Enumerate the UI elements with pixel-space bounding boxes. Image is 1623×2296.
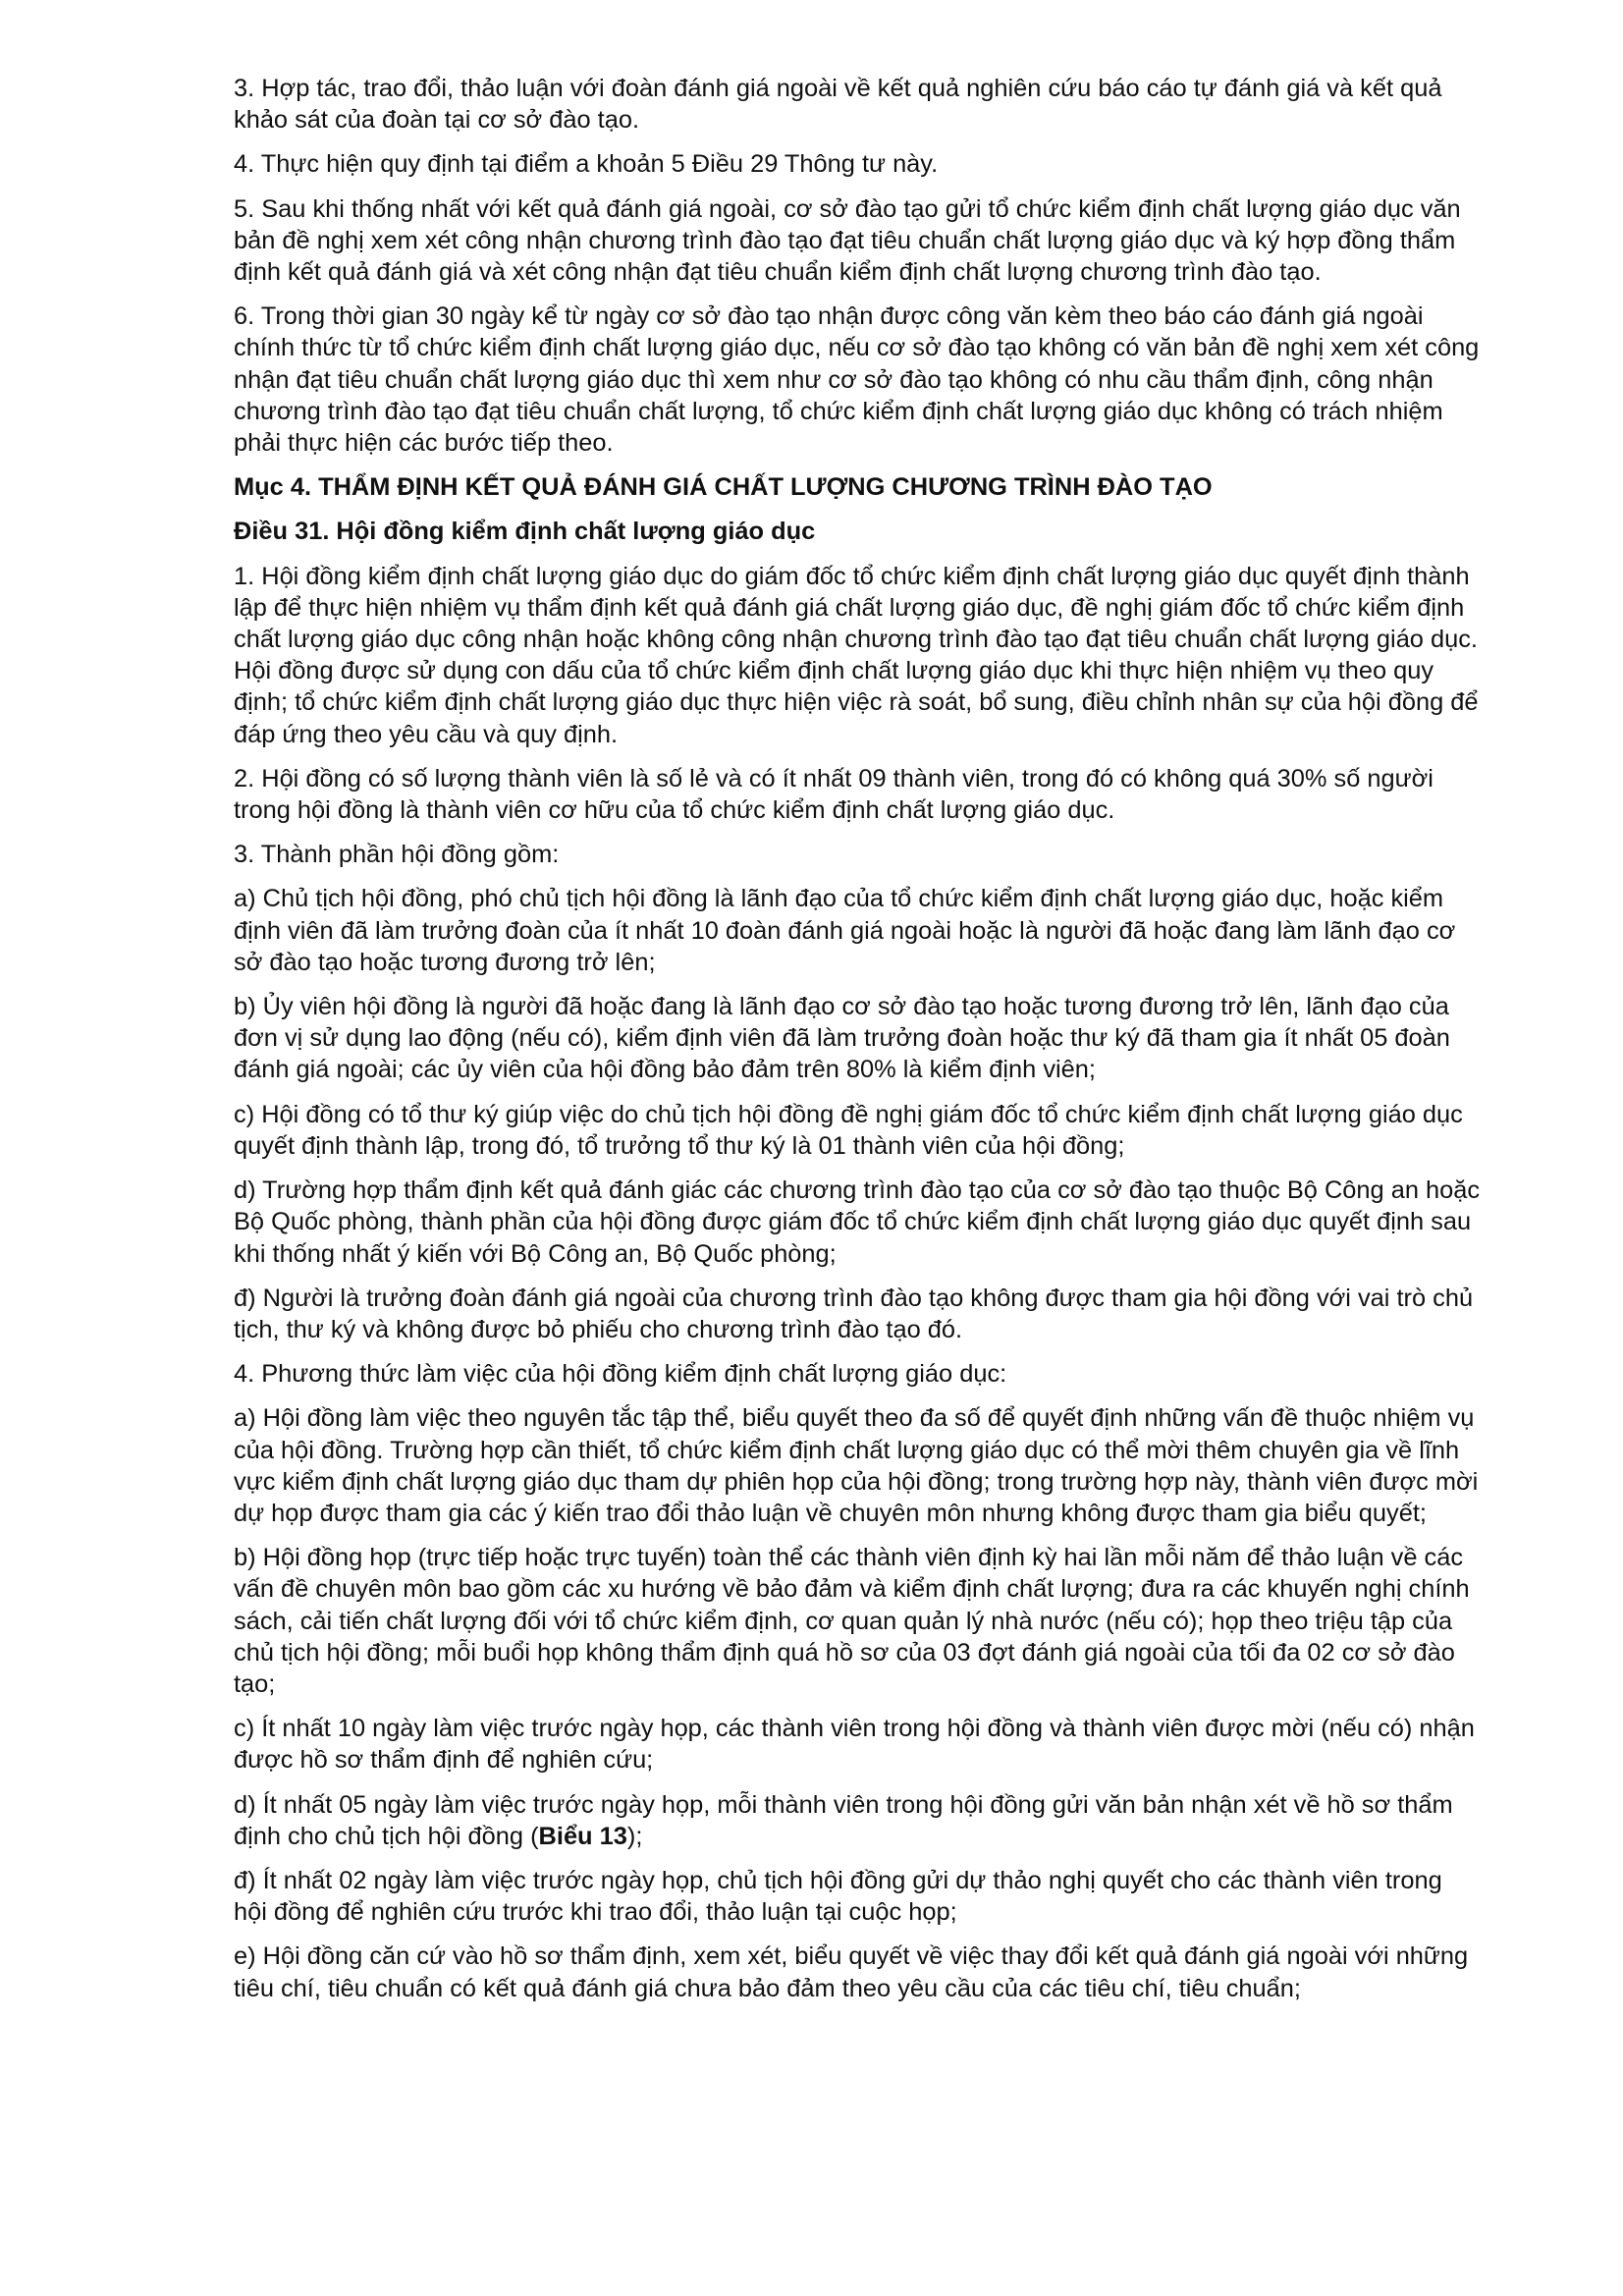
- clause-4-point-d-text: d) Ít nhất 05 ngày làm việc trước ngày họp, mỗi thành viên trong hội đồng gửi văn bản nhận xét về hồ sơ thẩm định cho chủ tịch hội đồng (: [234, 1790, 1453, 1850]
- clause-4-point-a: a) Hội đồng làm việc theo nguyên tắc tập thể, biểu quyết theo đa số để quyết định những vấn đề thuộc nhiệm vụ của hội đồng. Trường hợp cần thiết, tổ chức kiểm định chất lượng giáo dục có thể mời thêm chuyên gia về lĩnh vực kiểm định chất lượng giáo dục tham dự phiên họp của hội đồng; trong trường hợp này, thành viên được mời dự họp được tham gia các ý kiến trao đổi thảo luận về chuyên môn nhưng không được tham gia biểu quyết;: [234, 1404, 1479, 1527]
- clause-1: 1. Hội đồng kiểm định chất lượng giáo dục do giám đốc tổ chức kiểm định chất lượng giáo dục quyết định thành lập để thực hiện nhiệm vụ thẩm định kết quả đánh giá chất lượng giáo dục, đề nghị giám đốc tổ chức kiểm định chất lượng giáo dục công nhận hoặc không công nhận chương trình đào tạo đạt tiêu chuẩn chất lượng giáo dục. Hội đồng được sử dụng con dấu của tổ chức kiểm định chất lượng giáo dục khi thực hiện nhiệm vụ theo quy định; tổ chức kiểm định chất lượng giáo dục thực hiện việc rà soát, bổ sung, điều chỉnh nhân sự của hội đồng để đáp ứng theo yêu cầu và quy định.: [234, 562, 1479, 748]
- clause-3-point-d: d) Trường hợp thẩm định kết quả đánh giác các chương trình đào tạo của cơ sở đào tạo thuộc Bộ Công an hoặc Bộ Quốc phòng, thành phần của hội đồng được giám đốc tổ chức kiểm định chất lượng giáo dục quyết định sau khi thống nhất ý kiến với Bộ Công an, Bộ Quốc phòng;: [234, 1176, 1481, 1268]
- clause-4-point-e: e) Hội đồng căn cứ vào hồ sơ thẩm định, xem xét, biểu quyết về việc thay đổi kết quả đánh giá ngoài với những tiêu chí, tiêu chuẩn có kết quả đánh giá chưa bảo đảm theo yêu cầu của các tiêu chí, tiêu chuẩn;: [234, 1942, 1469, 2002]
- clause-3-point-c: c) Hội đồng có tổ thư ký giúp việc do chủ tịch hội đồng đề nghị giám đốc tổ chức kiểm định chất lượng giáo dục quyết định thành lập, trong đó, tổ trưởng tổ thư ký là 01 thành viên của hội đồng;: [234, 1100, 1463, 1160]
- section-heading: Mục 4. THẨM ĐỊNH KẾT QUẢ ĐÁNH GIÁ CHẤT LƯỢNG CHƯƠNG TRÌNH ĐÀO TẠO: [234, 473, 1213, 502]
- paragraph-item-6: 6. Trong thời gian 30 ngày kể từ ngày cơ sở đào tạo nhận được công văn kèm theo báo cáo đánh giá ngoài chính thức từ tổ chức kiểm định chất lượng giáo dục, nếu cơ sở đào tạo không có văn bản đề nghị xem xét công nhận đạt tiêu chuẩn chất lượng giáo dục thì xem như cơ sở đào tạo không có nhu cầu thẩm định, công nhận chương trình đào tạo đạt tiêu chuẩn chất lượng, tổ chức kiểm định chất lượng giáo dục không có trách nhiệm phải thực hiện các bước tiếp theo.: [234, 302, 1480, 458]
- clause-4: 4. Phương thức làm việc của hội đồng kiểm định chất lượng giáo dục:: [234, 1360, 1007, 1389]
- clause-3-point-dd: đ) Người là trưởng đoàn đánh giá ngoài của chương trình đào tạo không được tham gia hội đồng với vai trò chủ tịch, thư ký và không được bỏ phiếu cho chương trình đào tạo đó.: [234, 1284, 1474, 1343]
- clause-2: 2. Hội đồng có số lượng thành viên là số lẻ và có ít nhất 09 thành viên, trong đó có không quá 30% số người trong hội đồng là thành viên cơ hữu của tổ chức kiểm định chất lượng giáo dục.: [234, 764, 1434, 825]
- clause-3: 3. Thành phần hội đồng gồm:: [234, 841, 560, 869]
- clause-4-point-dd: đ) Ít nhất 02 ngày làm việc trước ngày họp, chủ tịch hội đồng gửi dự thảo nghị quyết cho các thành viên trong hội đồng để nghiên cứu trước khi trao đổi, thảo luận tại cuộc họp;: [234, 1866, 1442, 1927]
- clause-4-point-d: [234, 1789, 1481, 1852]
- clause-4-point-b: b) Hội đồng họp (trực tiếp hoặc trực tuyến) toàn thể các thành viên định kỳ hai lần mỗi năm để thảo luận về các vấn đề chuyên môn bao gồm các xu hướng về bảo đảm và kiểm định chất lượng; đưa ra các khuyến nghị chính sách, cải tiến chất lượng đối với tổ chức kiểm định, cơ quan quản lý nhà nước (nếu có); họp theo triệu tập của chủ tịch hội đồng; mỗi buổi họp không thẩm định quá hồ sơ của 03 đợt đánh giá ngoài của tối đa 02 cơ sở đào tạo;: [234, 1544, 1470, 1698]
- paragraph-item-5: 5. Sau khi thống nhất với kết quả đánh giá ngoài, cơ sở đào tạo gửi tổ chức kiểm định chất lượng giáo dục văn bản đề nghị xem xét công nhận chương trình đào tạo đạt tiêu chuẩn chất lượng giáo dục và ký hợp đồng thẩm định kết quả đánh giá và xét công nhận đạt tiêu chuẩn kiểm định chất lượng chương trình đào tạo.: [234, 194, 1461, 287]
- clause-4-point-c: c) Ít nhất 10 ngày làm việc trước ngày họp, các thành viên trong hội đồng và thành viên được mời (nếu có) nhận được hồ sơ thẩm định để nghiên cứu;: [234, 1715, 1475, 1775]
- paragraph-item-3: 3. Hợp tác, trao đổi, thảo luận với đoàn đánh giá ngoài về kết quả nghiên cứu báo cáo tự đánh giá và kết quả khảo sát của đoàn tại cơ sở đào tạo.: [234, 75, 1442, 135]
- clause-3-point-a: a) Chủ tịch hội đồng, phó chủ tịch hội đồng là lãnh đạo của tổ chức kiểm định chất lượng giáo dục, hoặc kiểm định viên đã làm trưởng đoàn của ít nhất 10 đoàn đánh giá ngoài hoặc là người đã hoặc đang làm lãnh đạo cơ sở đào tạo hoặc tương đương trở lên;: [234, 885, 1456, 976]
- document-page: [234, 73, 1481, 2017]
- form-reference: Biểu 13: [538, 1822, 627, 1850]
- clause-3-point-b: b) Ủy viên hội đồng là người đã hoặc đang là lãnh đạo cơ sở đào tạo hoặc tương đương trở lên, lãnh đạo của đơn vị sử dụng lao động (nếu có), kiểm định viên đã làm trưởng đoàn hoặc thư ký đã tham gia ít nhất 05 đoàn đánh giá ngoài; các ủy viên của hội đồng bảo đảm trên 80% là kiểm định viên;: [234, 993, 1450, 1084]
- paragraph-item-4: 4. Thực hiện quy định tại điểm a khoản 5 Điều 29 Thông tư này.: [234, 150, 939, 179]
- clause-4-point-d-end: );: [626, 1822, 643, 1850]
- article-heading: Điều 31. Hội đồng kiểm định chất lượng giáo dục: [234, 518, 816, 546]
